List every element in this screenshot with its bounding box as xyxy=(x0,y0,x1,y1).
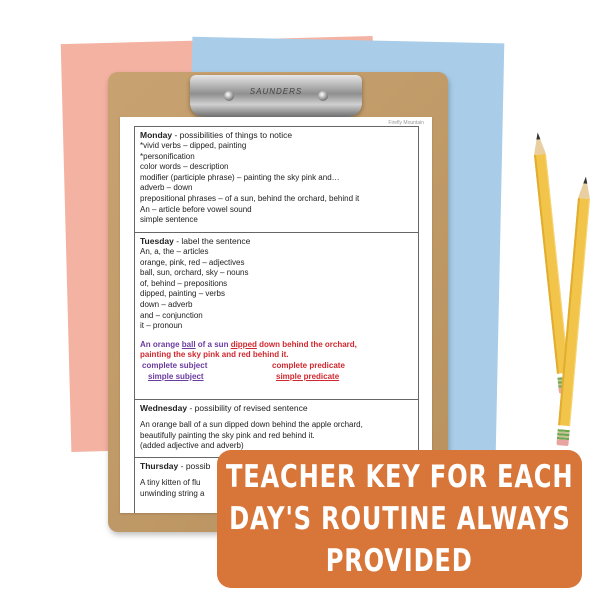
pencil-icon xyxy=(534,154,569,374)
simple-subject-label: simple subject xyxy=(148,371,204,381)
list-item: A tiny kitten of flu xyxy=(140,478,201,487)
complete-predicate-label: complete predicate xyxy=(272,360,345,370)
list-item: dipped, painting – verbs xyxy=(140,289,225,299)
list-item: of, behind – prepositions xyxy=(140,278,228,288)
example-sentence-line2: painting the sky pink and red behind it. xyxy=(140,350,289,360)
list-item: beautifully painting the sky pink and red behind it. xyxy=(140,430,315,440)
list-item: *vivid verbs – dipped, painting xyxy=(140,141,247,150)
subject-text: of a sun xyxy=(195,339,231,349)
list-item: down – adverb xyxy=(140,299,193,309)
list-item: unwinding string a xyxy=(140,488,205,498)
sentence-labels xyxy=(140,361,414,383)
list-item: simple sentence xyxy=(140,215,198,225)
simple-predicate-label: simple predicate xyxy=(276,371,340,381)
monday-day: Monday xyxy=(140,130,173,140)
list-item: An, a, the – articles xyxy=(140,247,209,256)
complete-subject-label: complete subject xyxy=(142,360,208,370)
banner-line: DAY'S ROUTINE ALWAYS xyxy=(228,501,571,537)
banner-line: PROVIDED xyxy=(326,543,473,579)
list-item: An orange ball of a sun dipped down behind the apple orchard, xyxy=(140,420,363,429)
list-item: and – conjunction xyxy=(140,310,203,320)
predicate-text: down behind the orchard, xyxy=(256,339,357,349)
wednesday-day: Wednesday xyxy=(140,403,188,413)
thursday-subtitle: - possib xyxy=(178,461,211,471)
list-item: prepositional phrases – of a sun, behind the orchard, behind it xyxy=(140,193,360,203)
clip-brand: SAUNDERS xyxy=(249,87,303,96)
tuesday-subtitle: - label the sentence xyxy=(173,236,251,246)
list-item: An – article before vowel sound xyxy=(140,204,252,214)
tuesday-day: Tuesday xyxy=(140,236,174,246)
teacher-key-banner xyxy=(217,450,582,588)
watermark: Firefly Mountain xyxy=(388,120,424,126)
list-item: adverb – down xyxy=(140,183,193,193)
simple-subject-word: ball xyxy=(181,339,196,349)
banner-line: TEACHER KEY FOR EACH xyxy=(225,459,574,495)
monday-subtitle: - possibilities of things to notice xyxy=(172,130,293,140)
example-sentence-line1 xyxy=(140,340,414,351)
simple-predicate-word: dipped xyxy=(230,339,257,349)
list-item: *personification xyxy=(140,151,195,161)
tuesday-section xyxy=(135,233,418,400)
tuesday-title xyxy=(140,236,414,247)
list-item: it – pronoun xyxy=(140,321,183,331)
clipboard-clip xyxy=(190,75,362,117)
list-item: orange, pink, red – adjectives xyxy=(140,257,245,267)
list-item: modifier (participle phrase) – painting the sky pink and… xyxy=(140,172,340,182)
monday-section xyxy=(135,127,418,233)
list-item: color words – description xyxy=(140,162,229,172)
wednesday-title xyxy=(140,403,414,414)
subject-text: An orange xyxy=(140,339,182,349)
monday-title xyxy=(140,130,414,141)
thursday-day: Thursday xyxy=(140,461,179,471)
list-item: (added adjective and adverb) xyxy=(140,441,244,451)
list-item: ball, sun, orchard, sky – nouns xyxy=(140,268,249,278)
pencil-icon xyxy=(558,198,590,426)
wednesday-subtitle: - possibility of revised sentence xyxy=(187,403,308,413)
